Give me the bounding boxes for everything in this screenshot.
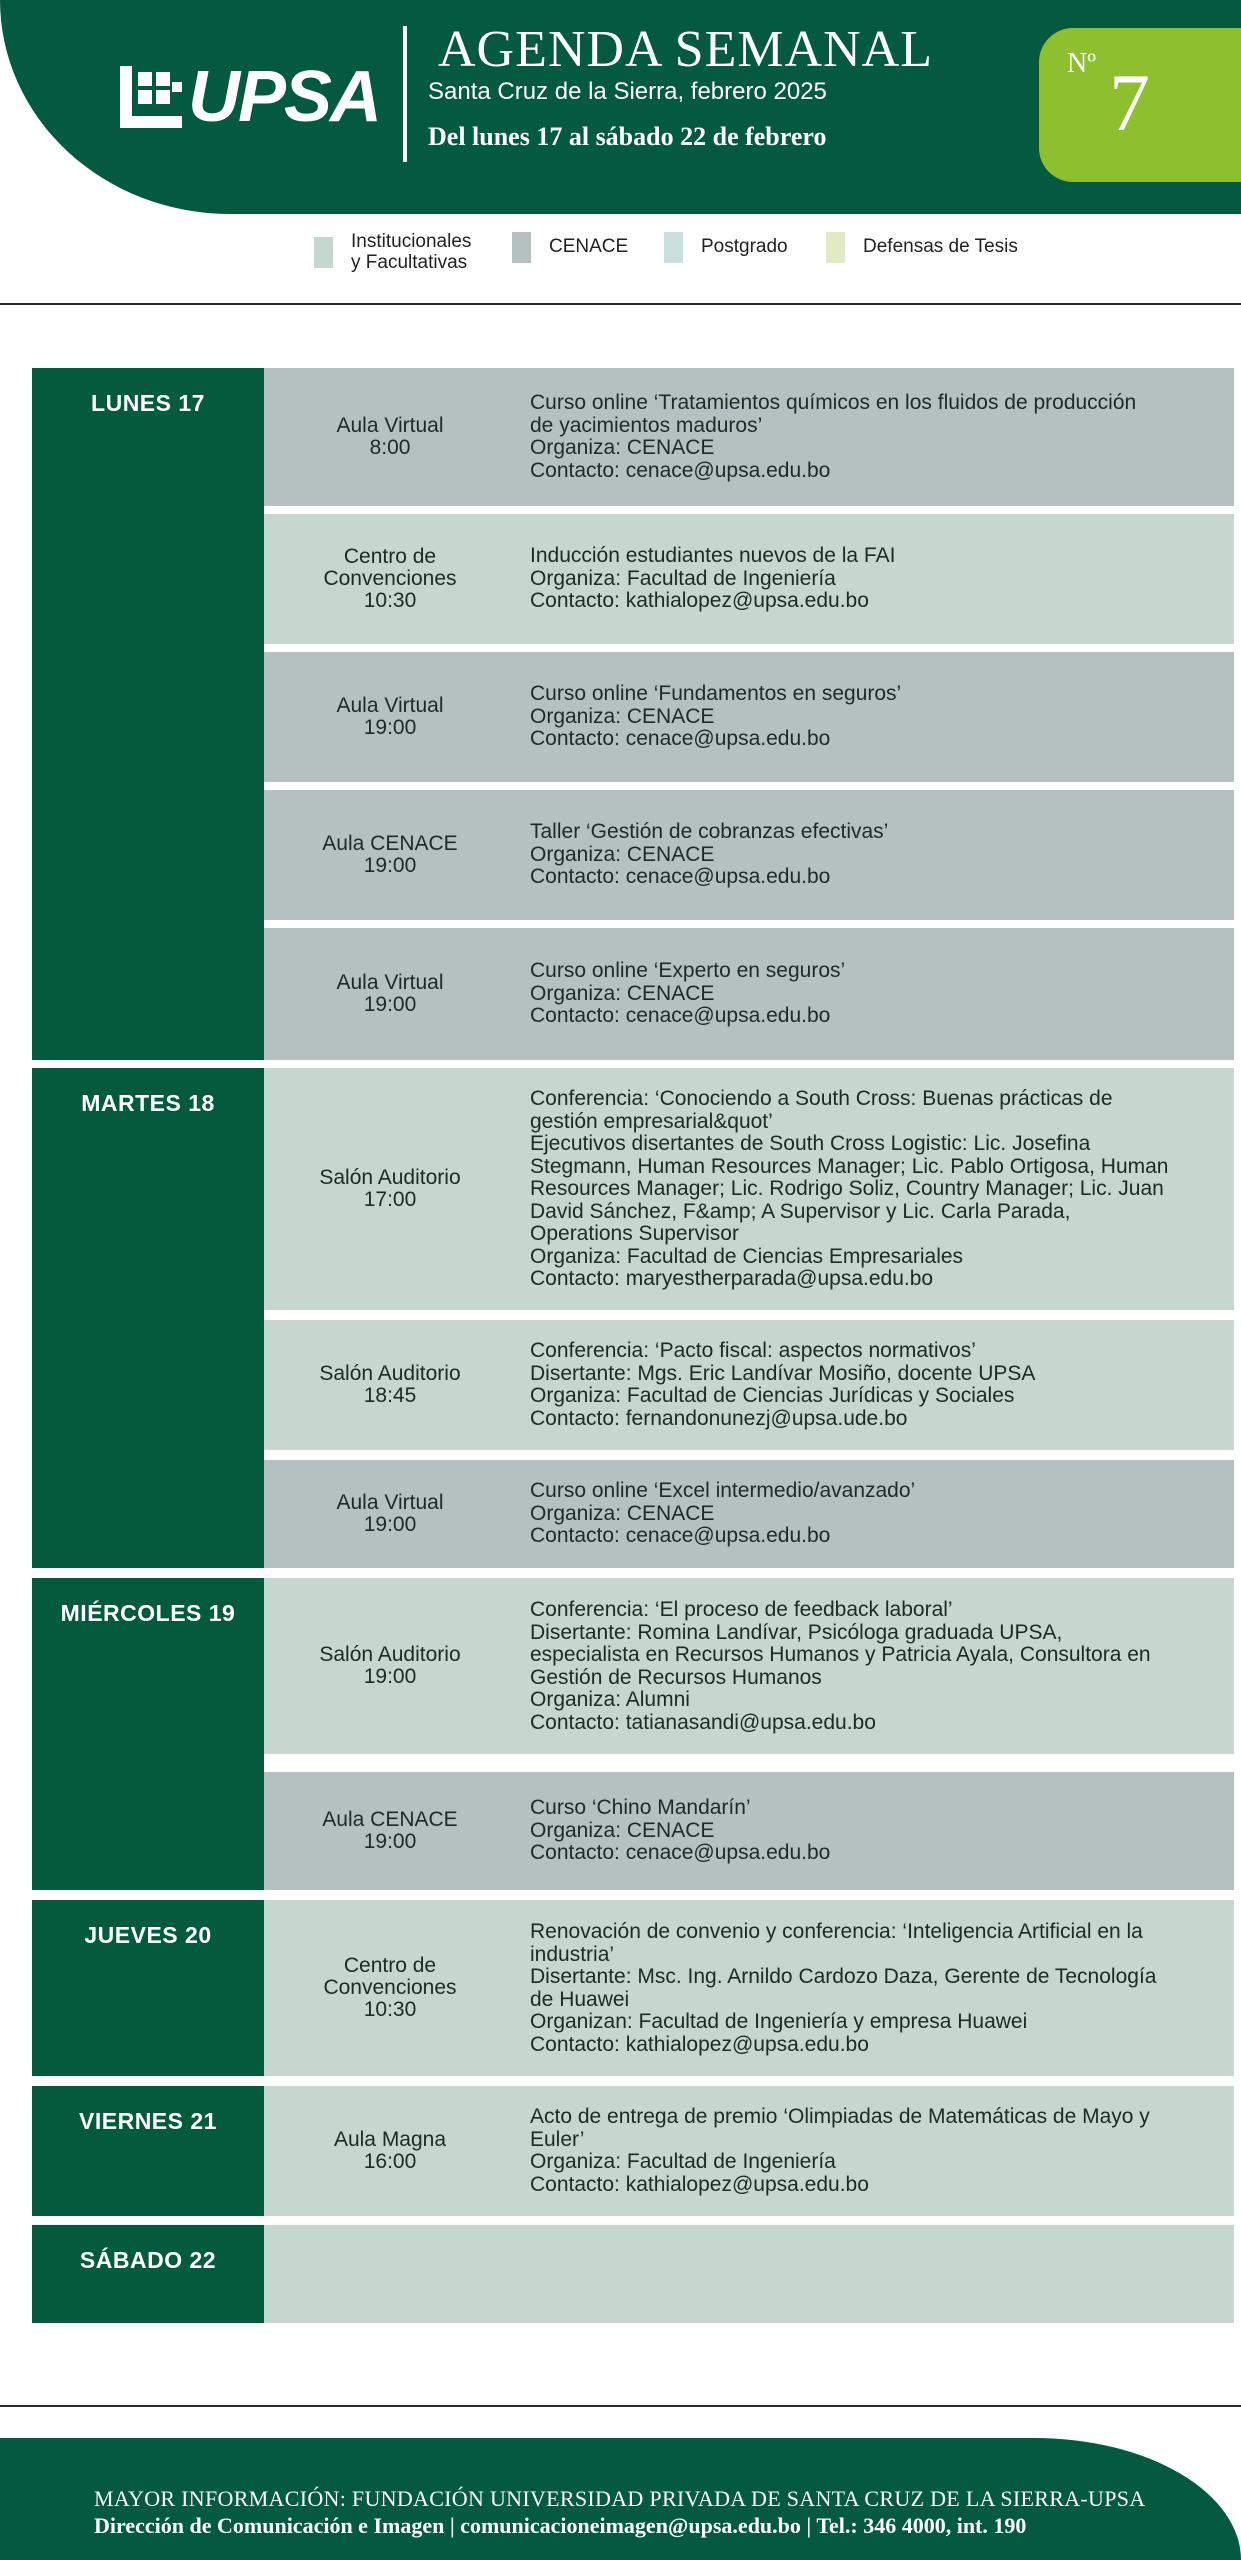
- event-place-time: [264, 1809, 516, 1853]
- upsa-logo: [120, 57, 381, 137]
- day-block: [32, 368, 1234, 1060]
- event-detail-line: Contacto: cenace@upsa.edu.bo: [530, 865, 831, 888]
- event-place-line: 19:00: [363, 1665, 417, 1688]
- event-details: [530, 1088, 1230, 1291]
- event-row: [264, 368, 1234, 506]
- day-label-text: MIÉRCOLES 19: [60, 1600, 236, 1626]
- event-detail-line: Taller ‘Gestión de cobranzas efectivas’: [530, 820, 889, 843]
- event-place-line: 10:30: [363, 589, 417, 612]
- legend-swatch: [826, 232, 845, 263]
- event-row: [264, 2086, 1234, 2216]
- legend-swatch: [664, 232, 683, 263]
- event-detail-line: Contacto: fernandonunezj@upsa.ude.bo: [530, 1406, 908, 1430]
- event-place-line: 19:00: [363, 993, 417, 1016]
- page-title: AGENDA SEMANAL: [438, 21, 933, 78]
- logo-text: UPSA: [188, 57, 381, 137]
- event-detail-line: Curso ‘Chino Mandarín’: [530, 1796, 751, 1819]
- event-detail-line: Operations Supervisor: [530, 1222, 739, 1245]
- event-detail-line: Ejecutivos disertantes de South Cross Logistic: Lic. Josefina: [530, 1132, 1091, 1155]
- day-label: [32, 368, 264, 1060]
- event-place-time: [264, 1492, 516, 1536]
- day-label-text: VIERNES 21: [79, 2108, 217, 2134]
- legend-label-line: Postgrado: [701, 236, 788, 258]
- event-detail-line: Conferencia: ‘Conociendo a South Cross: Buenas prácticas de: [530, 1087, 1113, 1110]
- event-detail-line: Organiza: CENACE: [530, 436, 715, 459]
- day-label: [32, 2225, 264, 2323]
- legend-item: [314, 232, 471, 274]
- legend-label-line: Institucionales: [351, 231, 472, 252]
- event-details: [530, 1921, 1230, 2056]
- event-row: [264, 1900, 1234, 2076]
- legend-swatch: [512, 232, 531, 263]
- day-label: [32, 2086, 264, 2216]
- event-detail-line: Organiza: Alumni: [530, 1688, 690, 1711]
- event-detail-line: Curso online ‘Fundamentos en seguros’: [530, 682, 902, 705]
- event-details: [530, 960, 1230, 1028]
- event-detail-line: Contacto: tatianasandi@upsa.edu.bo: [530, 1710, 876, 1734]
- event-place-time: [264, 415, 516, 459]
- event-detail-line: Gestión de Recursos Humanos: [530, 1665, 822, 1689]
- event-detail-line: Conferencia: ‘El proceso de feedback laboral’: [530, 1598, 953, 1621]
- event-place-time: [264, 1363, 516, 1407]
- event-detail-line: Inducción estudiantes nuevos de la FAI: [530, 544, 896, 567]
- event-place-time: [264, 1644, 516, 1688]
- date-range: Del lunes 17 al sábado 22 de febrero: [428, 122, 827, 151]
- event-detail-line: Organiza: Facultad de Ciencias Jurídicas y Sociales: [530, 1384, 1015, 1407]
- event-details: [530, 683, 1230, 751]
- event-place-time: [264, 1955, 516, 2021]
- day-block: [32, 1900, 1234, 2076]
- event-detail-line: Contacto: maryestherparada@upsa.edu.bo: [530, 1267, 934, 1290]
- event-detail-line: Acto de entrega de premio ‘Olimpiadas de Matemáticas de Mayo y: [530, 2105, 1150, 2128]
- event-detail-line: Organizan: Facultad de Ingeniería y empresa Huawei: [530, 2010, 1028, 2033]
- event-detail-line: Disertante: Romina Landívar, Psicóloga graduada UPSA,: [530, 1620, 1063, 1644]
- event-details: [530, 1340, 1230, 1430]
- day-block: [32, 2225, 1234, 2323]
- day-label-text: MARTES 18: [81, 1090, 215, 1116]
- event-details: [530, 545, 1230, 613]
- event-place-line: Aula Virtual: [336, 694, 444, 717]
- event-detail-line: Organiza: CENACE: [530, 1818, 715, 1842]
- event-detail-line: Conferencia: ‘Pacto fiscal: aspectos normativos’: [530, 1339, 976, 1362]
- event-row: [264, 514, 1234, 644]
- event-place-line: 19:00: [363, 716, 417, 739]
- event-detail-line: Contacto: kathialopez@upsa.edu.bo: [530, 589, 869, 612]
- event-detail-line: Organiza: Facultad de Ingeniería: [530, 2150, 836, 2173]
- event-detail-line: Renovación de convenio y conferencia: ‘Inteligencia Artificial en la: [530, 1920, 1143, 1943]
- event-place-line: Aula Virtual: [336, 1491, 444, 1514]
- event-row: [264, 2225, 1234, 2323]
- header: [0, 0, 1241, 214]
- event-place-line: 10:30: [363, 1998, 417, 2021]
- event-place-time: [264, 2129, 516, 2173]
- event-place-time: [264, 833, 516, 877]
- event-detail-line: Disertante: Mgs. Eric Landívar Mosiño, docente UPSA: [530, 1361, 1036, 1385]
- event-detail-line: Contacto: cenace@upsa.edu.bo: [530, 1004, 831, 1027]
- upsa-logo-icon: [120, 66, 182, 128]
- legend-item: [826, 232, 1018, 263]
- event-row: [264, 790, 1234, 920]
- event-row: [264, 1320, 1234, 1450]
- event-row: [264, 1460, 1234, 1568]
- event-detail-line: Contacto: cenace@upsa.edu.bo: [530, 1524, 831, 1547]
- event-place-line: Centro de: [343, 1954, 437, 1977]
- top-divider: [0, 303, 1241, 305]
- day-label-text: SÁBADO 22: [79, 2247, 217, 2273]
- legend-item: [664, 232, 788, 263]
- issue-number: 7: [1109, 57, 1150, 148]
- event-place-line: Convenciones: [323, 1976, 457, 1999]
- event-place-line: Aula Virtual: [336, 971, 444, 994]
- event-place-line: 8:00: [369, 436, 411, 459]
- legend-label: [701, 237, 788, 258]
- event-detail-line: Contacto: kathialopez@upsa.edu.bo: [530, 2172, 869, 2196]
- event-place-time: [264, 695, 516, 739]
- legend-label: [351, 232, 471, 274]
- legend-label: [863, 237, 1018, 258]
- event-place-line: 19:00: [363, 1513, 417, 1536]
- day-block: [32, 1068, 1234, 1568]
- event-place-time: [264, 1167, 516, 1211]
- event-detail-line: Contacto: kathialopez@upsa.edu.bo: [530, 2032, 869, 2056]
- event-place-line: 16:00: [363, 2150, 417, 2173]
- event-detail-line: Organiza: Facultad de Ciencias Empresariales: [530, 1244, 964, 1268]
- event-row: [264, 1068, 1234, 1310]
- issue-label: Nº: [1067, 48, 1096, 79]
- day-block: [32, 2086, 1234, 2216]
- event-row: [264, 652, 1234, 782]
- event-detail-line: Contacto: cenace@upsa.edu.bo: [530, 1841, 831, 1864]
- bottom-divider: [0, 2405, 1241, 2407]
- event-detail-line: Euler’: [530, 2127, 585, 2151]
- day-label: [32, 1900, 264, 2076]
- event-detail-line: Contacto: cenace@upsa.edu.bo: [530, 458, 831, 482]
- legend-swatch: [314, 237, 333, 268]
- event-detail-line: David Sánchez, F&amp; A Supervisor y Lic. Carla Parada,: [530, 1199, 1071, 1223]
- event-detail-line: Organiza: Facultad de Ingeniería: [530, 566, 836, 590]
- event-place-time: [264, 546, 516, 612]
- event-detail-line: Disertante: Msc. Ing. Arnildo Cardozo Daza, Gerente de Tecnología: [530, 1965, 1157, 1988]
- legend-label: [549, 237, 628, 258]
- event-place-line: 18:45: [363, 1384, 417, 1407]
- event-place-line: Aula CENACE: [322, 832, 458, 855]
- day-block: [32, 1578, 1234, 1890]
- event-row: [264, 928, 1234, 1060]
- event-detail-line: especialista en Recursos Humanos y Patricia Ayala, Consultora en: [530, 1643, 1151, 1666]
- event-place-line: 19:00: [363, 1830, 417, 1853]
- event-detail-line: Organiza: CENACE: [530, 1501, 715, 1525]
- event-place-line: Aula Magna: [333, 2128, 447, 2151]
- header-divider: [403, 26, 407, 162]
- page-subtitle: Santa Cruz de la Sierra, febrero 2025: [428, 78, 827, 105]
- footer-info-title: MAYOR INFORMACIÓN: FUNDACIÓN UNIVERSIDAD PRIVADA DE SANTA CRUZ DE LA SIERRA-UPSA: [94, 2486, 1146, 2511]
- event-detail-line: gestión empresarial&quot’: [530, 1109, 773, 1133]
- event-detail-line: Curso online ‘Tratamientos químicos en los fluidos de producción: [530, 391, 1137, 414]
- event-place-line: Centro de: [343, 545, 437, 568]
- day-label-text: JUEVES 20: [84, 1922, 212, 1948]
- legend-item: [512, 232, 628, 263]
- event-detail-line: Curso online ‘Experto en seguros’: [530, 959, 846, 982]
- event-details: [530, 1599, 1230, 1734]
- event-place-line: 19:00: [363, 854, 417, 877]
- event-detail-line: de Huawei: [530, 1987, 630, 2011]
- event-place-time: [264, 972, 516, 1016]
- event-place-line: Convenciones: [323, 567, 457, 590]
- event-details: [530, 1797, 1230, 1865]
- event-details: [530, 392, 1230, 482]
- event-detail-line: Resources Manager; Lic. Rodrigo Soliz, Country Manager; Lic. Juan: [530, 1177, 1164, 1200]
- event-detail-line: Stegmann, Human Resources Manager; Lic. Pablo Ortigosa, Human: [530, 1154, 1169, 1178]
- event-detail-line: Contacto: cenace@upsa.edu.bo: [530, 727, 831, 750]
- event-detail-line: industria’: [530, 1942, 615, 1966]
- day-label: [32, 1578, 264, 1890]
- event-place-line: Salón Auditorio: [319, 1166, 461, 1189]
- event-detail-line: Organiza: CENACE: [530, 704, 715, 728]
- legend-label-line: CENACE: [549, 236, 629, 258]
- event-row: [264, 1772, 1234, 1890]
- issue-badge: [1039, 28, 1241, 182]
- event-row: [264, 1578, 1234, 1754]
- footer-contact: Dirección de Comunicación e Imagen | comunicacioneimagen@upsa.edu.bo | Tel.: 346 4000, int. 190: [94, 2513, 1027, 2538]
- event-detail-line: Organiza: CENACE: [530, 981, 715, 1005]
- event-place-line: Aula CENACE: [322, 1808, 458, 1831]
- event-place-line: Aula Virtual: [336, 414, 444, 437]
- event-details: [530, 2106, 1230, 2196]
- event-place-line: Salón Auditorio: [319, 1643, 461, 1666]
- legend-label-line: Defensas de Tesis: [863, 236, 1018, 258]
- event-detail-line: Organiza: CENACE: [530, 842, 715, 866]
- category-legend: [0, 226, 1241, 286]
- event-details: [530, 821, 1230, 889]
- event-detail-line: Curso online ‘Excel intermedio/avanzado’: [530, 1479, 916, 1502]
- event-details: [530, 1480, 1230, 1548]
- event-place-line: Salón Auditorio: [319, 1362, 461, 1385]
- day-label: [32, 1068, 264, 1568]
- event-place-line: 17:00: [363, 1188, 417, 1211]
- day-label-text: LUNES 17: [91, 390, 205, 416]
- legend-label-line: y Facultativas: [351, 251, 468, 273]
- event-detail-line: de yacimientos maduros’: [530, 413, 763, 437]
